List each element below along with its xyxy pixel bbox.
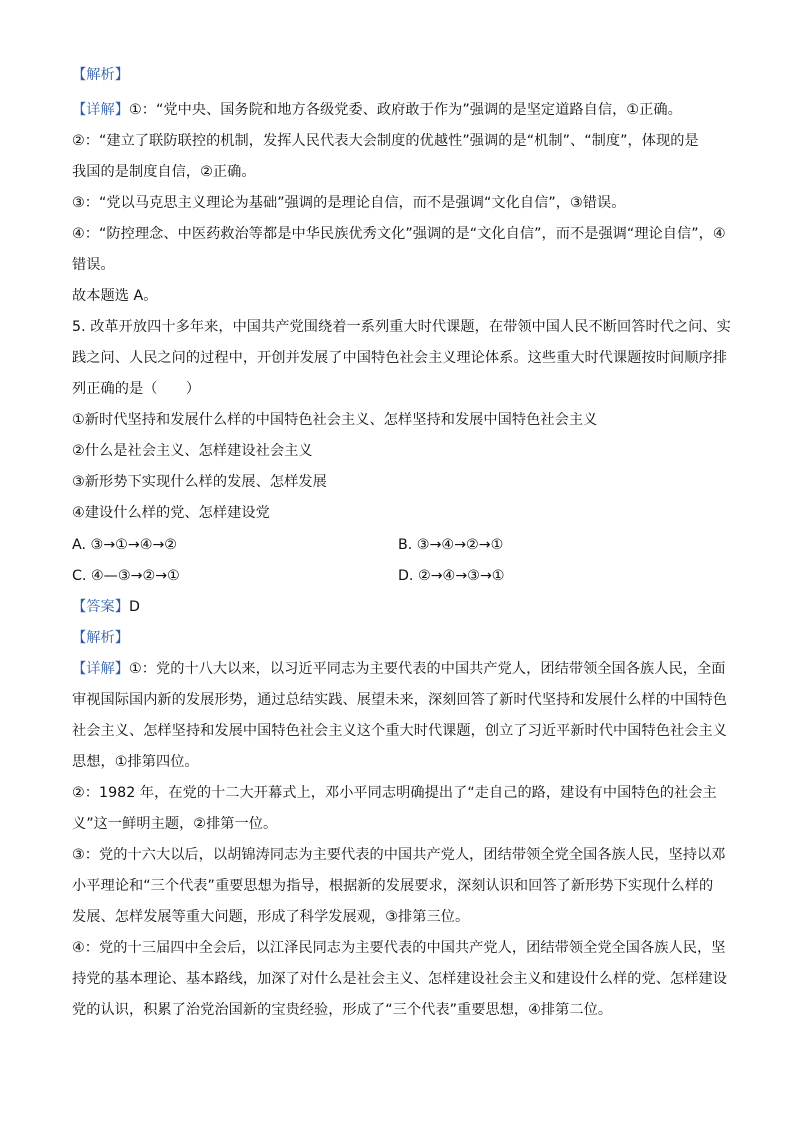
detail-line-2-11: 持党的基本理论、基本路线，加深了对什么是社会主义、怎样建设社会主义和建设什么样的党、怎样建设 <box>72 971 727 987</box>
question-item-4: ④建设什么样的党、怎样建设党 <box>72 505 270 521</box>
conclusion-line: 故本题选 A。 <box>72 288 158 304</box>
detail-line-1-6: 错误。 <box>72 257 115 273</box>
detail-line-2-12: 党的认识，积累了治党治国新的宝贵经验，形成了“三个代表”重要思想，④排第二位。 <box>72 1002 613 1018</box>
answer-line <box>72 598 140 616</box>
detail-line-1-4: ③：“党以马克思主义理论为基础”强调的是理论自信，而不是强调“文化自信”，③错误。 <box>72 195 626 211</box>
detail-line-1-3: 我国的是制度自信，②正确。 <box>72 164 256 180</box>
analysis-heading-1: 【解析】 <box>72 67 129 83</box>
question-item-2: ②什么是社会主义、怎样建设社会主义 <box>72 443 313 459</box>
detail-line-2-3: 社会主义、怎样坚持和发展中国特色社会主义这个重大时代课题，创立了习近平新时代中国特色社会主义 <box>72 723 727 739</box>
detail-line-1-5: ④：“防控理念、中医药救治等都是中华民族优秀文化”强调的是“文化自信”，而不是强调“理论自信”，④ <box>72 226 726 242</box>
option-c: C. ④—③→②→① <box>72 568 180 584</box>
question-stem-3: 列正确的是（ ） <box>72 381 201 397</box>
analysis-heading-2: 【解析】 <box>72 630 129 646</box>
detail-line-2-7: ③：党的十六大以后，以胡锦涛同志为主要代表的中国共产党人，团结带领全党全国各族人民，坚持以邓 <box>72 847 726 863</box>
question-item-1: ①新时代坚持和发展什么样的中国特色社会主义、怎样坚持和发展中国特色社会主义 <box>72 412 598 428</box>
question-item-3: ③新形势下实现什么样的发展、怎样发展 <box>72 474 327 490</box>
detail-line-2-4: 思想，①排第四位。 <box>72 754 199 770</box>
detail-line-2-9: 发展、怎样发展等重大问题，形成了科学发展观，③排第三位。 <box>72 909 470 925</box>
answer-tag: 【答案】 <box>72 599 129 615</box>
answer-value: D <box>128 599 140 615</box>
question-stem-2: 践之问、人民之问的过程中，开创并发展了中国特色社会主义理论体系。这些重大时代课题按时间顺序排 <box>72 350 727 366</box>
option-a: A. ③→①→④→② <box>72 537 178 553</box>
option-b: B. ③→④→②→① <box>398 537 504 553</box>
detail-line-1-1: 【详解】①：“党中央、国务院和地方各级党委、政府敢于作为”强调的是坚定道路自信，①正确。 <box>72 102 682 118</box>
detail-line-2-6: 义”这一鲜明主题，②排第一位。 <box>72 816 278 832</box>
detail-line-2-2: 审视国际国内新的发展形势，通过总结实践、展望未来，深刻回答了新时代坚持和发展什么样的中国特色 <box>72 692 727 708</box>
question-stem-1: 5. 改革开放四十多年来，中国共产党围绕着一系列重大时代课题，在带领中国人民不断回答时代之问、实 <box>72 319 731 335</box>
detail-line-2-8: 小平理论和“三个代表”重要思想为指导，根据新的发展要求，深刻认识和回答了新形势下实现什么样的 <box>72 878 714 894</box>
detail-line-2-10: ④：党的十三届四中全会后，以江泽民同志为主要代表的中国共产党人，团结带领全党全国各族人民，坚 <box>72 940 726 956</box>
detail-line-2-1: 【详解】①：党的十八大以来，以习近平同志为主要代表的中国共产党人，团结带领全国各族人民，全面 <box>72 661 726 677</box>
detail-line-2-5: ②：1982 年，在党的十二大开幕式上，邓小平同志明确提出了“走自己的路，建设有中国特色的社会主 <box>72 785 717 801</box>
detail-line-1-2: ②：“建立了联防联控的机制，发挥人民代表大会制度的优越性”强调的是“机制”、“制度”，体现的是 <box>72 133 699 149</box>
detail-tag-1: 【详解】 <box>72 102 129 118</box>
option-d: D. ②→④→③→① <box>398 568 505 584</box>
detail-tag-2: 【详解】 <box>72 661 129 677</box>
